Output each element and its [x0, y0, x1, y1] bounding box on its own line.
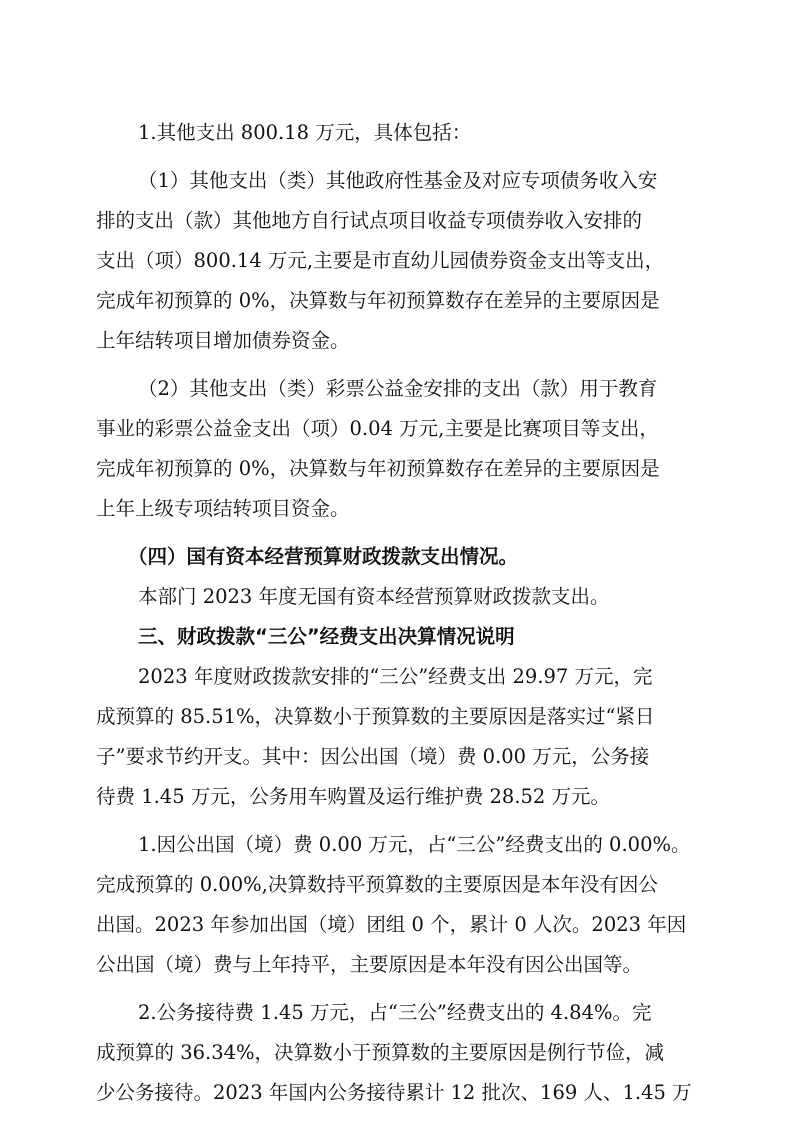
- section-heading-three-public: 三、财政拨款“三公”经费支出决算情况说明: [138, 625, 515, 648]
- paragraph-line: 子”要求节约开支。其中：因公出国（境）费 0.00 万元，公务接: [96, 745, 650, 768]
- paragraph-line: 完成年初预算的 0%，决算数与年初预算数存在差异的主要原因是: [96, 457, 660, 480]
- paragraph-line: 本部门 2023 年度无国有资本经营预算财政拨款支出。: [138, 585, 610, 608]
- paragraph-line: 上年上级专项结转项目资金。: [96, 497, 350, 520]
- paragraph-line: 支出（项）800.14 万元,主要是市直幼儿园债券资金支出等支出，: [96, 249, 665, 272]
- section-heading-state-capital: （四）国有资本经营预算财政拨款支出情况。: [128, 545, 519, 568]
- paragraph-line: 完成年初预算的 0%，决算数与年初预算数存在差异的主要原因是: [96, 289, 660, 312]
- paragraph-line: 少公务接待。2023 年国内公务接待累计 12 批次、169 人、1.45 万: [96, 1081, 692, 1104]
- paragraph-line: 2.公务接待费 1.45 万元，占“三公”经费支出的 4.84%。完: [138, 1001, 652, 1024]
- paragraph-line: 公出国（境）费与上年持平，主要原因是本年没有因公出国等。: [96, 953, 643, 976]
- paragraph-line: （1）其他支出（类）其他政府性基金及对应专项债务收入安: [138, 169, 658, 192]
- paragraph-line: 事业的彩票公益金支出（项）0.04 万元,主要是比赛项目等支出，: [96, 417, 659, 440]
- paragraph-line: 完成预算的 0.00%,决算数持平预算数的主要原因是本年没有因公: [96, 873, 658, 896]
- paragraph-line: 1.因公出国（境）费 0.00 万元，占“三公”经费支出的 0.00%。: [138, 833, 691, 856]
- paragraph-line: 上年结转项目增加债券资金。: [96, 329, 350, 352]
- paragraph-line: （2）其他支出（类）彩票公益金安排的支出（款）用于教育: [138, 377, 658, 400]
- paragraph-line: 排的支出（款）其他地方自行试点项目收益专项债券收入安排的: [96, 209, 643, 232]
- paragraph-line: 成预算的 36.34%，决算数小于预算数的主要原因是例行节俭，减: [96, 1041, 665, 1064]
- paragraph-line: 出国。2023 年参加出国（境）团组 0 个，累计 0 人次。2023 年因: [96, 913, 687, 936]
- paragraph-other-expenditure-intro: 1.其他支出 800.18 万元，具体包括：: [138, 121, 472, 144]
- paragraph-line: 待费 1.45 万元，公务用车购置及运行维护费 28.52 万元。: [96, 785, 611, 808]
- paragraph-line: 2023 年度财政拨款安排的“三公”经费支出 29.97 万元，完: [138, 665, 653, 688]
- paragraph-line: 成预算的 85.51%，决算数小于预算数的主要原因是落实过“紧日: [96, 705, 655, 728]
